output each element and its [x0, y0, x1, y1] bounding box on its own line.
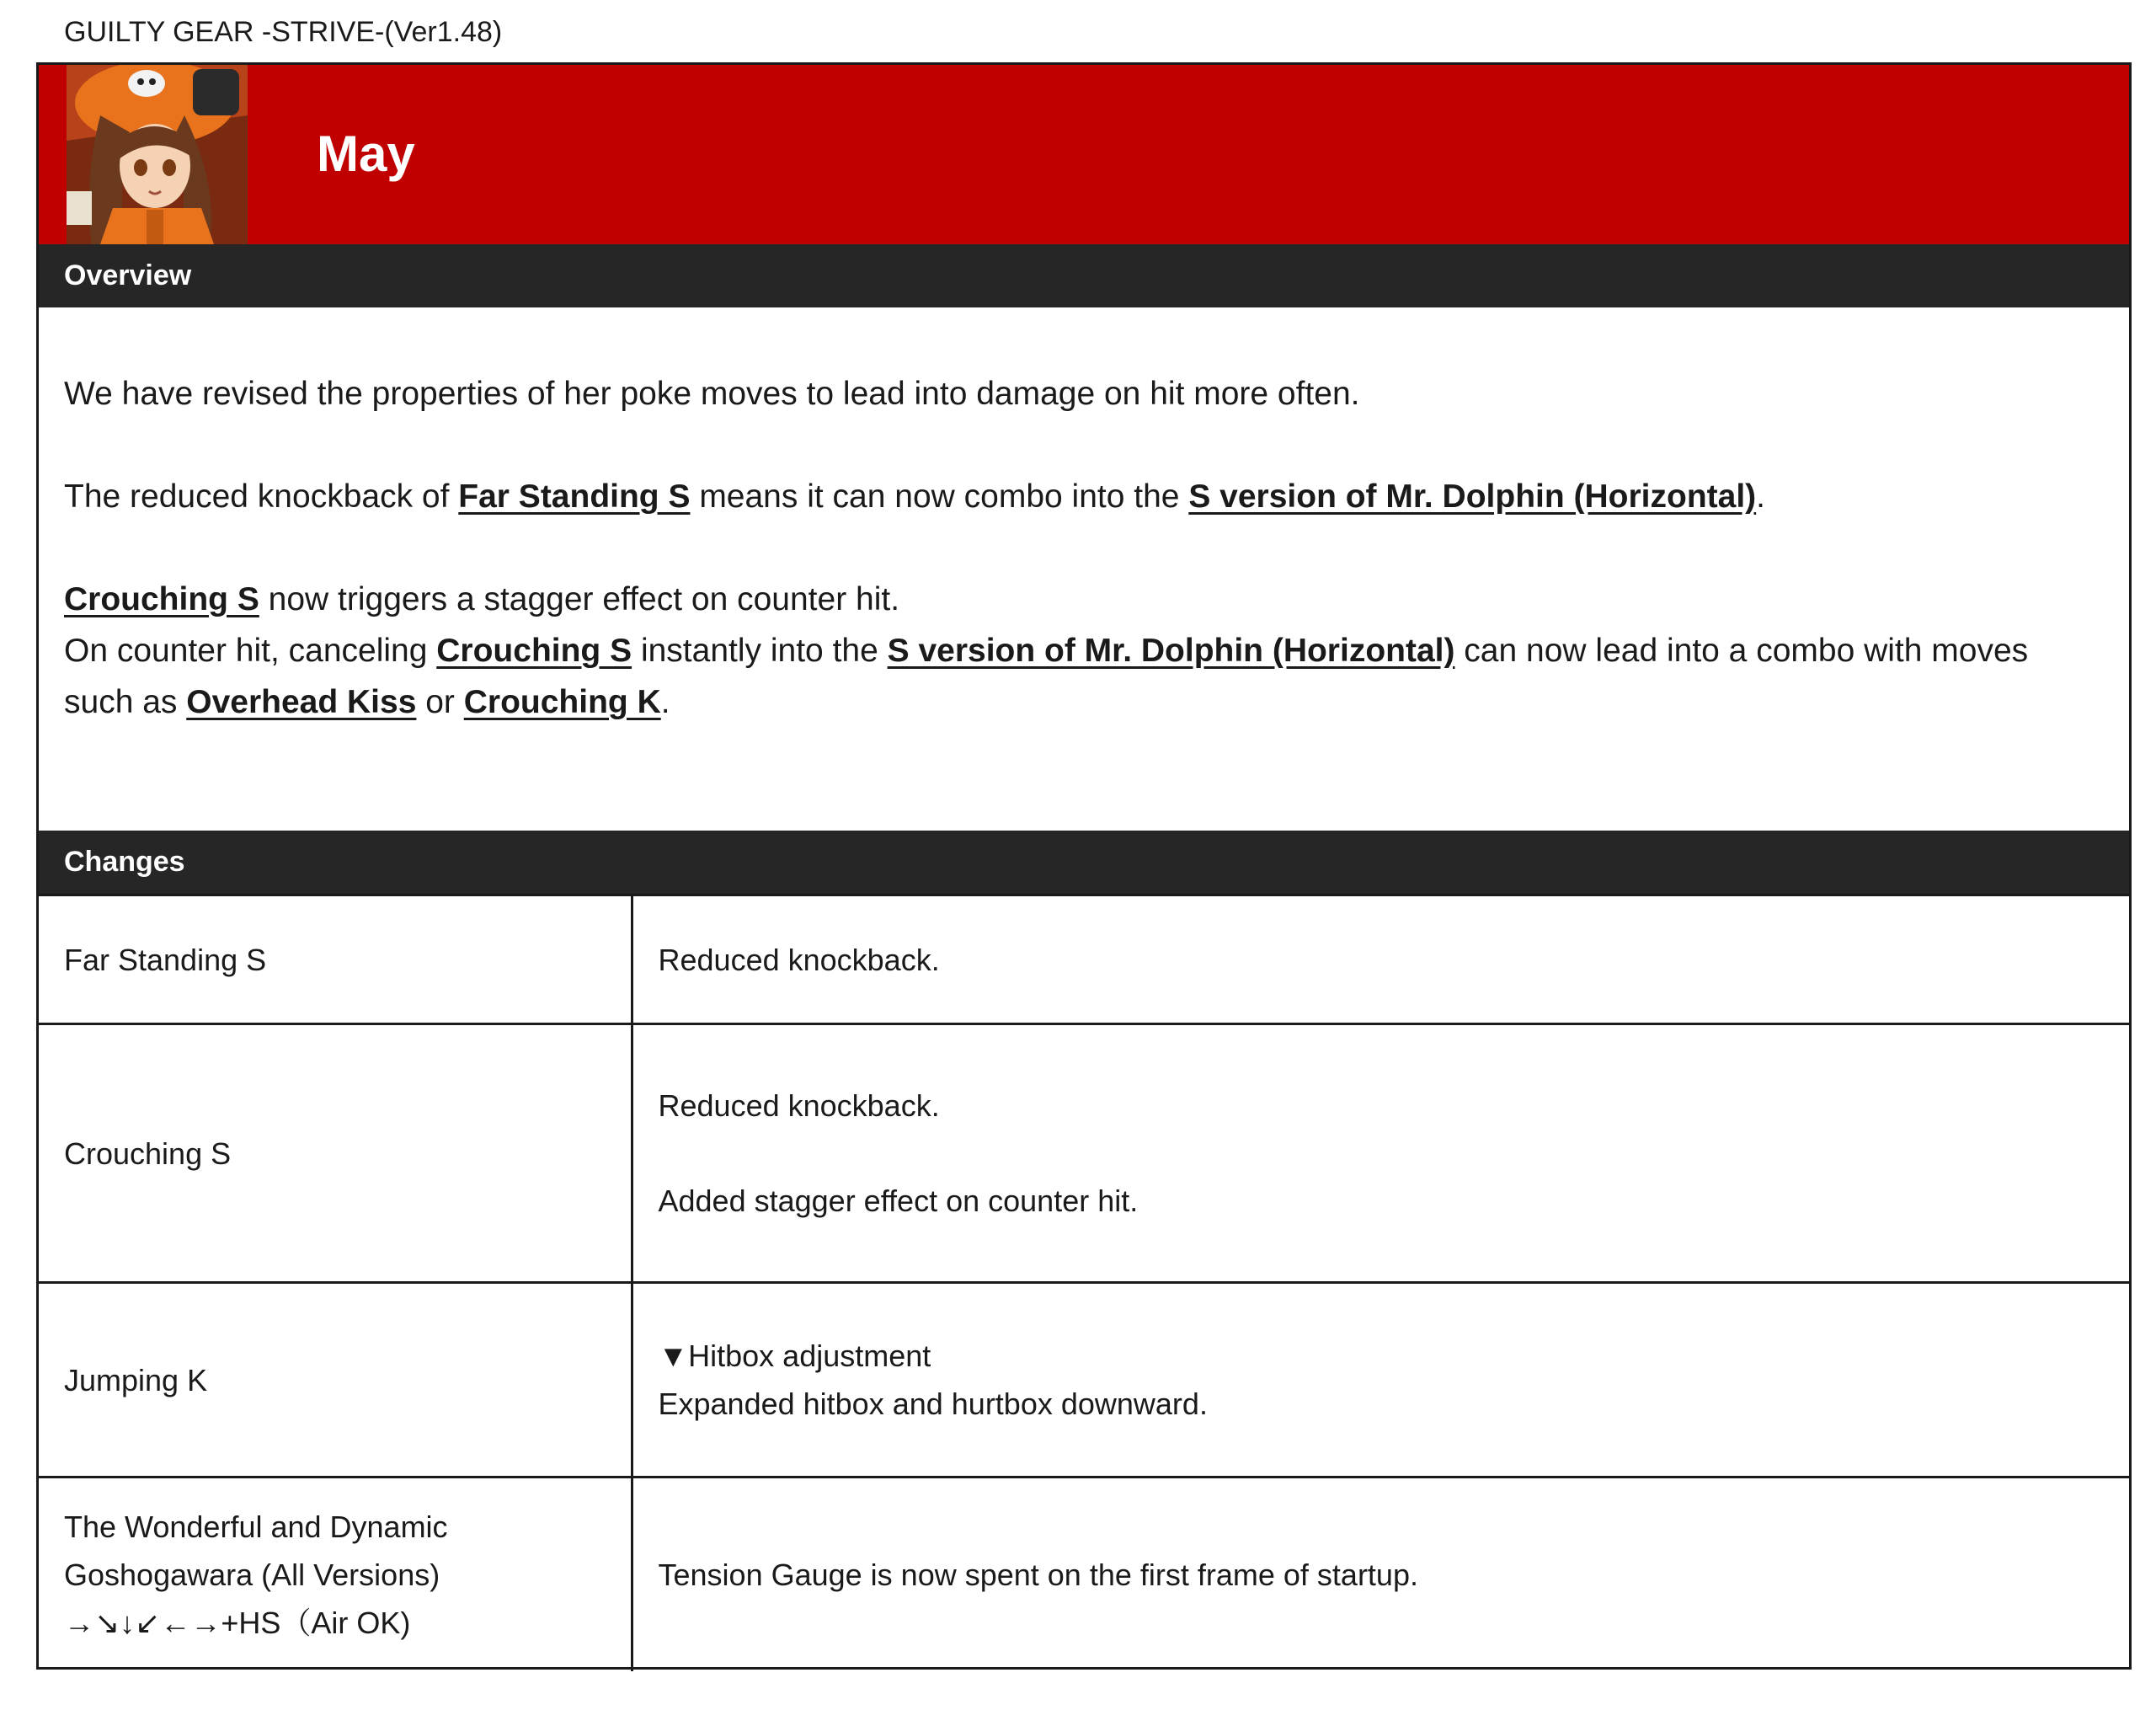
changes-table [39, 894, 2129, 1671]
overview-text: or [416, 684, 464, 720]
change-description [632, 1283, 2129, 1478]
move-link-crouching-k[interactable]: Crouching K [463, 684, 661, 720]
overview-text: . [660, 684, 670, 720]
table-row [39, 1024, 2129, 1283]
table-row [39, 1478, 2129, 1671]
line-gap [659, 1130, 2105, 1177]
changes-header: Changes [39, 831, 2129, 894]
overview-paragraph: We have revised the properties of her poke moves to lead into damage on hit more often. [64, 376, 1360, 412]
overview-header: Overview [39, 244, 2129, 307]
move-link-mr-dolphin-horizontal[interactable]: S version of Mr. Dolphin (Horizontal) [1188, 478, 1757, 515]
overview-text: The reduced knockback of [64, 478, 459, 515]
move-name: Crouching S [39, 1024, 632, 1283]
move-link-overhead-kiss[interactable]: Overhead Kiss [186, 684, 417, 720]
overview-body [64, 368, 2102, 779]
table-row [39, 895, 2129, 1024]
move-link-mr-dolphin-horizontal[interactable]: S version of Mr. Dolphin (Horizontal) [887, 633, 1455, 669]
change-description [632, 1024, 2129, 1283]
move-name: Jumping K [39, 1283, 632, 1478]
overview-paragraph [64, 574, 2102, 625]
move-name-line: Goshogawara (All Versions) [64, 1557, 440, 1592]
move-link-crouching-s[interactable]: Crouching S [64, 581, 259, 617]
table-row [39, 1283, 2129, 1478]
move-name-line: The Wonderful and Dynamic [64, 1509, 448, 1544]
character-name: May [317, 126, 415, 182]
overview-text: . [1756, 478, 1765, 515]
character-portrait [67, 65, 248, 244]
change-line: Expanded hitbox and hurtbox downward. [658, 1387, 1208, 1421]
change-description: Tension Gauge is now spent on the first frame of startup. [632, 1478, 2129, 1671]
change-line: Reduced knockback. [658, 1088, 940, 1123]
overview-text: instantly into the [632, 633, 888, 669]
overview-text: On counter hit, canceling [64, 633, 437, 669]
move-name [39, 1478, 632, 1671]
change-line: ▼Hitbox adjustment [658, 1339, 931, 1373]
patch-notes-panel [36, 62, 2132, 1670]
overview-text: now triggers a stagger effect on counter hit. [259, 581, 900, 617]
change-line: Added stagger effect on counter hit. [658, 1184, 1139, 1218]
character-banner [39, 65, 2129, 244]
change-description: Reduced knockback. [632, 895, 2129, 1024]
move-link-far-standing-s[interactable]: Far Standing S [458, 478, 691, 515]
overview-paragraph [64, 625, 2102, 728]
overview-paragraph [64, 471, 2102, 522]
move-name: Far Standing S [39, 895, 632, 1024]
overview-text: can now lead into a combo with moves such as [64, 633, 2029, 720]
move-command: →↘↓↙←→+HS（Air OK) [64, 1605, 411, 1640]
move-link-crouching-s[interactable]: Crouching S [436, 633, 632, 669]
overview-text: means it can now combo into the [690, 478, 1189, 515]
document-title: GUILTY GEAR -STRIVE-(Ver1.48) [64, 16, 503, 48]
